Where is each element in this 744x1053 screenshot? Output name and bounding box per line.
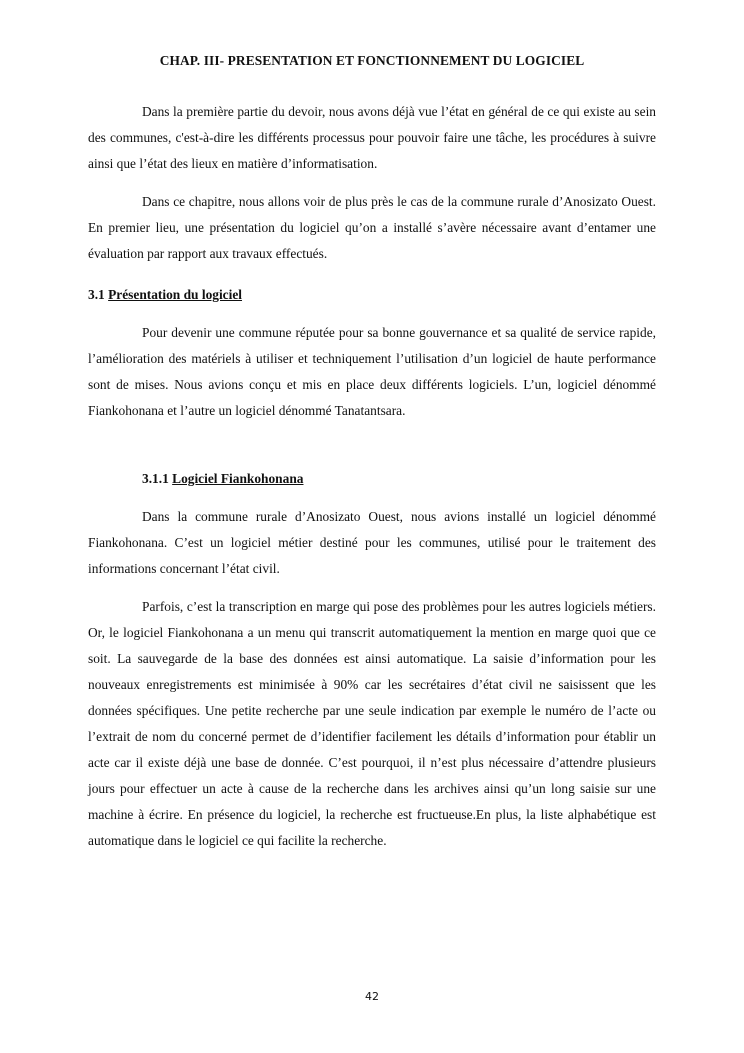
section-number: 3.1 (88, 287, 105, 302)
chapter-title: CHAP. III- PRESENTATION ET FONCTIONNEMENT DU LOGICIEL (159, 53, 585, 68)
subsection-title: Logiciel Fiankohonana (172, 471, 304, 486)
subsection-number: 3.1.1 (142, 471, 169, 486)
section-title: Présentation du logiciel (108, 287, 243, 302)
section-heading-3-1 (88, 285, 242, 305)
section-heading-3-1-1 (142, 469, 303, 489)
intro-paragraph-2: Dans ce chapitre, nous allons voir de plus près le cas de la commune rurale d’Anosizato Ouest. En premier lieu, une présentation du logiciel qu’on a installé s’avère nécessaire avant d’entamer une évaluation par rapport aux travaux effectués. (88, 194, 656, 261)
section-3-1-1-paragraph-2: Parfois, c’est la transcription en marge qui pose des problèmes pour les autres logiciels métiers. Or, le logiciel Fiankohonana a un menu qui transcrit automatiquement la mention en marge quoi que ce soit. La sauvegarde de la base des données est ainsi automatique. La saisie d’information pour les nouveaux enregistrements est minimisée à 90% car les secrétaires d’état civil ne saisissent que les données spécifiques. Une petite recherche par une seule indication par exemple le numéro de l’acte ou l’extrait de nom du concerné permet de d’identifier facilement les détails d’information pour établir un acte car il existe déjà une base de donnée. C’est pourquoi, il n’est plus nécessaire d’attendre plusieurs jours pour effectuer un acte à cause de la recherche dans les archives ainsi qu’un long saisie sur une machine à écrire. En présence du logiciel, la recherche est fructueuse.En plus, la liste alphabétique est automatique dans le logiciel ce qui facilite la recherche. (88, 599, 656, 848)
page-number: 42 (365, 990, 379, 1003)
section-3-1-1-paragraph-1: Dans la commune rurale d’Anosizato Ouest, nous avions installé un logiciel dénommé Fiankohonana. C’est un logiciel métier destiné pour les communes, utilisé pour le traitement des informations concernant l’état civil. (88, 509, 656, 576)
intro-paragraph-1: Dans la première partie du devoir, nous avons déjà vue l’état en général de ce qui existe au sein des communes, c'est-à-dire les différents processus pour pouvoir faire une tâche, les procédures à suivre ainsi que l’état des lieux en matière d’informatisation. (88, 104, 656, 171)
section-3-1-paragraph: Pour devenir une commune réputée pour sa bonne gouvernance et sa qualité de service rapide, l’amélioration des matériels à utiliser et techniquement l’utilisation d’un logiciel de haute performance sont de mises. Nous avions conçu et mis en place deux différents logiciels. L’un, logiciel dénommé Fiankohonana et l’autre un logiciel dénommé Tanatantsara. (88, 325, 656, 418)
